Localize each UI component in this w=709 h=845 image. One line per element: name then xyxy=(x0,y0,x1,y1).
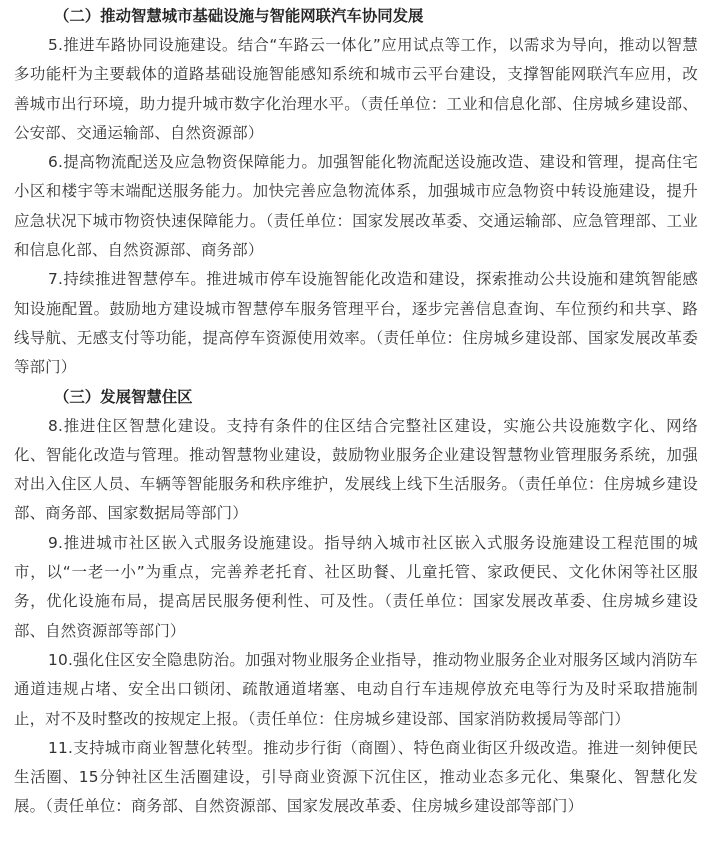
section-smart-residential xyxy=(14,383,698,822)
paragraph-item-6: 6.提高物流配送及应急物资保障能力。加强智能化物流配送设施改造、建设和管理，提高住宅小区和楼宇等末端配送服务能力。加快完善应急物流体系，加强城市应急物资中转设施建设，提升应急状况下城市物资快速保障能力。（责任单位：国家发展改革委、交通运输部、应急管理部、工业和信息化部、自然资源部、商务部） xyxy=(14,153,698,260)
paragraph-item-5: 5.推进车路协同设施建设。结合“车路云一体化”应用试点等工作，以需求为导向，推动以智慧多功能杆为主要载体的道路基础设施智能感知系统和城市云平台建设，支撑智能网联汽车应用，改善城市出行环境，助力提升城市数字化治理水平。（责任单位：工业和信息化部、住房城乡建设部、公安部、交通运输部、自然资源部） xyxy=(14,36,698,142)
section-heading: （三）发展智慧住区 xyxy=(54,387,193,406)
paragraph-item-7: 7.持续推进智慧停车。推进城市停车设施智能化改造和建设，探索推动公共设施和建筑智能感知设施配置。鼓励地方建设城市智慧停车服务管理平台，逐步完善信息查询、车位预约和共享、路线导航、无感支付等功能，提高停车资源使用效率。（责任单位：住房城乡建设部、国家发展改革委等部门） xyxy=(14,270,698,377)
paragraph-item-8: 8.推进住区智慧化建设。支持有条件的住区结合完整社区建设，实施公共设施数字化、网络化、智能化改造与管理。推动智慧物业建设，鼓励物业服务企业建设智慧物业管理服务系统，加强对出入住区人员、车辆等智能服务和秩序维护，发展线上线下生活服务。（责任单位：住房城乡建设部、商务部、国家数据局等部门） xyxy=(14,416,698,523)
section-heading: （二）推动智慧城市基础设施与智能网联汽车协同发展 xyxy=(54,7,424,25)
document-body xyxy=(14,2,698,822)
paragraph-item-11: 11.支持城市商业智慧化转型。推动步行街（商圈）、特色商业街区升级改造。推进一刻钟便民生活圈、15分钟社区生活圈建设，引导商业资源下沉住区，推动业态多元化、集聚化、智慧化发展。（责任单位：商务部、自然资源部、国家发展改革委、住房城乡建设部等部门） xyxy=(14,738,698,816)
section-infrastructure-vehicles xyxy=(14,2,698,383)
paragraph-item-10: 10.强化住区安全隐患防治。加强对物业服务企业指导，推动物业服务企业对服务区域内消防车通道违规占堵、安全出口锁闭、疏散通道堵塞、电动自行车违规停放充电等行为及时采取措施制止，对不及时整改的按规定上报。（责任单位：住房城乡建设部、国家消防救援局等部门） xyxy=(14,650,698,728)
paragraph-item-9: 9.推进城市社区嵌入式服务设施建设。指导纳入城市社区嵌入式服务设施建设工程范围的城市，以“一老一小”为重点，完善养老托育、社区助餐、儿童托管、家政便民、文化休闲等社区服务，优化设施布局，提高居民服务便利性、可及性。（责任单位：国家发展改革委、住房城乡建设部、自然资源部等部门） xyxy=(14,533,698,640)
